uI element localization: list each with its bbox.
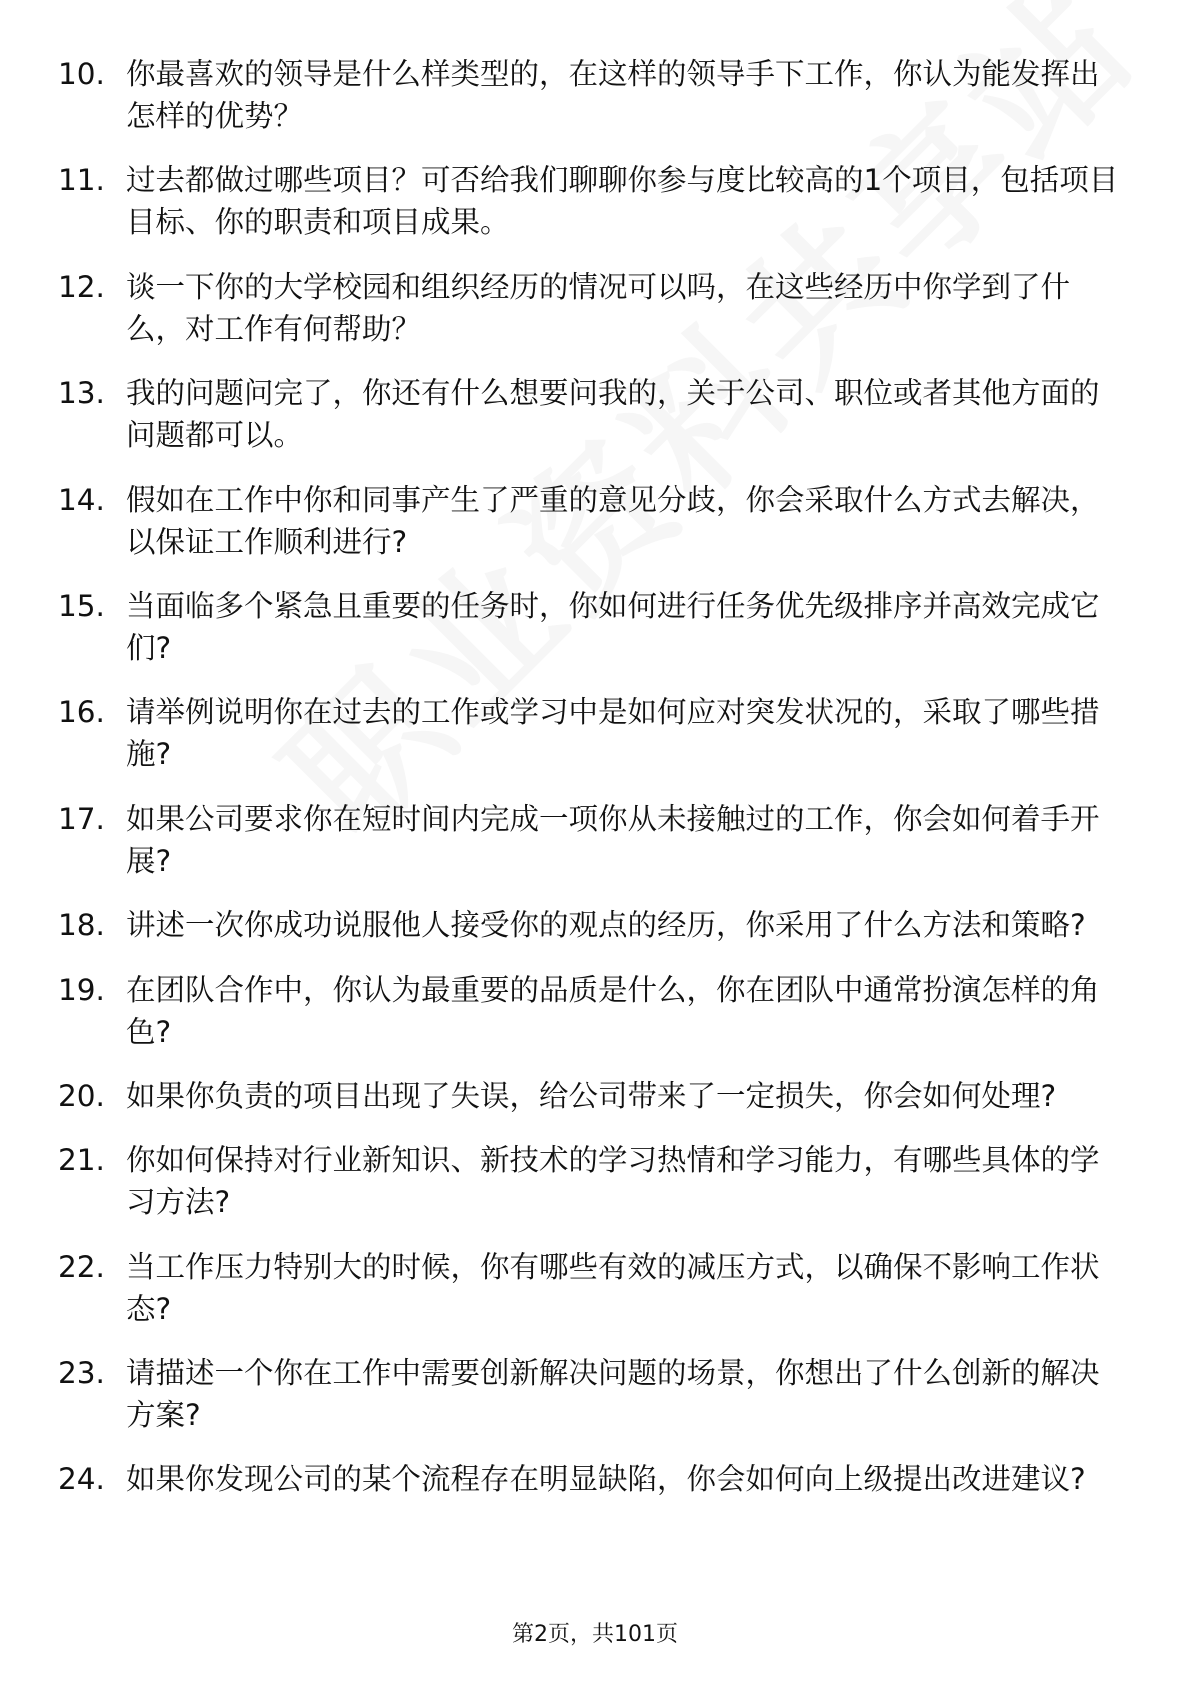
page-footer: 第2页，共101页 [512,1622,678,1647]
question-text: 请举例说明你在过去的工作或学习中是如何应对突发状况的，采取了哪些措施? [126,695,1100,772]
question-list [58,53,1128,1523]
list-item [58,1075,1128,1117]
list-item [58,159,1128,243]
question-text: 如果公司要求你在短时间内完成一项你从未接触过的工作，你会如何着手开展? [126,801,1100,878]
question-number: 16. [58,695,105,730]
list-item [58,1246,1128,1330]
question-number: 24. [58,1462,105,1497]
question-text: 假如在工作中你和同事产生了严重的意见分歧，你会采取什么方式去解决，以保证工作顺利进行? [126,482,1100,559]
question-text: 请描述一个你在工作中需要创新解决问题的场景，你想出了什么创新的解决方案? [126,1356,1100,1433]
question-number: 10. [58,57,105,91]
list-item [58,969,1128,1053]
question-text: 如果你负责的项目出现了失误，给公司带来了一定损失，你会如何处理? [126,1078,1057,1113]
question-text: 我的问题问完了，你还有什么想要问我的，关于公司、职位或者其他方面的问题都可以。 [126,376,1100,453]
question-number: 22. [58,1249,105,1284]
list-item [58,372,1128,456]
question-number: 12. [58,269,105,304]
list-item [58,266,1128,350]
question-text: 谈一下你的大学校园和组织经历的情况可以吗，在这些经历中你学到了什么，对工作有何帮助？ [126,269,1071,346]
question-number: 21. [58,1143,105,1178]
list-item [58,1458,1128,1500]
question-text: 讲述一次你成功说服他人接受你的观点的经历，你采用了什么方法和策略? [126,908,1086,943]
question-text: 当面临多个紧急且重要的任务时，你如何进行任务优先级排序并高效完成它们? [126,588,1100,665]
list-item [58,691,1128,775]
list-item [58,53,1128,137]
question-number: 17. [58,801,105,836]
question-text: 当工作压力特别大的时候，你有哪些有效的减压方式，以确保不影响工作状态? [126,1249,1100,1326]
list-item [58,1352,1128,1436]
question-number: 11. [58,163,105,198]
question-number: 18. [58,908,105,943]
question-number: 19. [58,972,105,1007]
list-item [58,479,1128,563]
list-item [58,585,1128,669]
question-number: 23. [58,1356,105,1391]
list-item [58,904,1128,946]
question-text: 你最喜欢的领导是什么样类型的，在这样的领导手下工作，你认为能发挥出怎样的优势？ [126,57,1100,133]
question-text: 在团队合作中，你认为最重要的品质是什么，你在团队中通常扮演怎样的角色? [126,972,1100,1049]
question-number: 13. [58,376,105,411]
question-text: 你如何保持对行业新知识、新技术的学习热情和学习能力，有哪些具体的学习方法? [126,1143,1100,1220]
question-number: 14. [58,482,105,517]
question-number: 15. [58,588,105,623]
list-item [58,1139,1128,1223]
question-number: 20. [58,1078,105,1113]
list-item [58,798,1128,882]
question-text: 过去都做过哪些项目？可否给我们聊聊你参与度比较高的1个项目，包括项目目标、你的职责和项目成果。 [126,163,1119,240]
question-text: 如果你发现公司的某个流程存在明显缺陷，你会如何向上级提出改进建议? [126,1462,1086,1497]
